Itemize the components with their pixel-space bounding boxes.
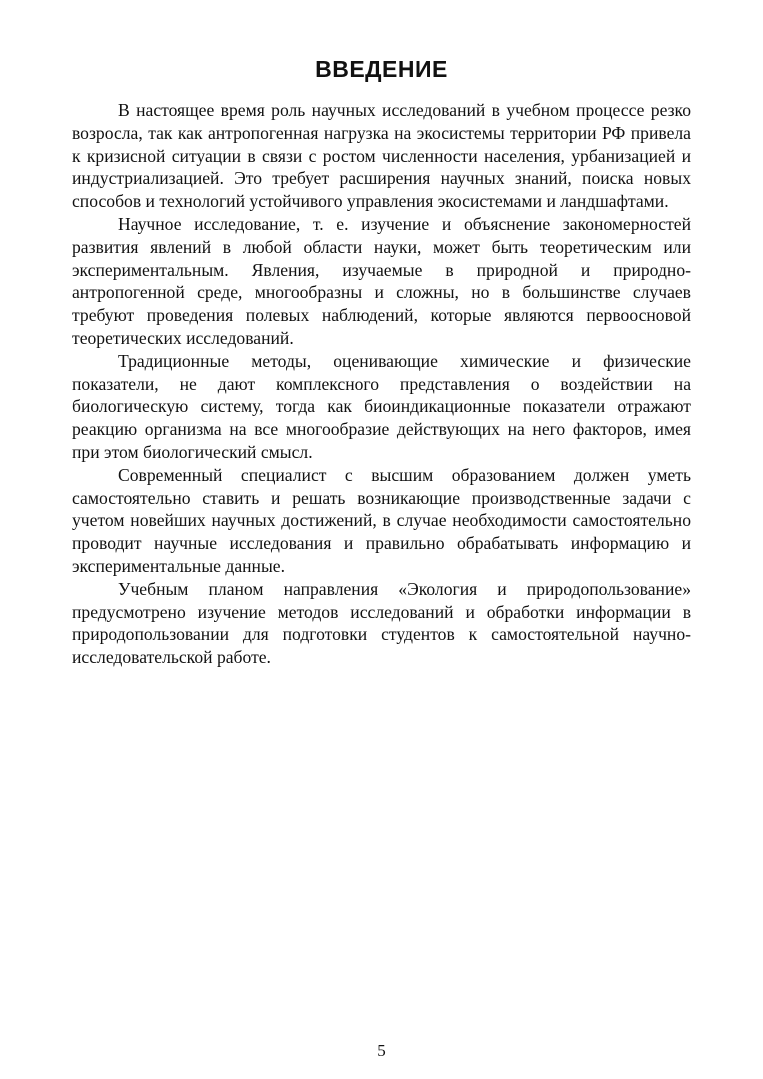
paragraph: Научное исследование, т. е. изучение и объяснение закономерностей развития явлений в любой области науки, может быть теоретическим или экспериментальным. Явления, изучаемые в природной и природно-антропогенной среде, многообразны и сложны, но в большинстве случаев требуют проведения полевых наблюдений, которые являются первоосновой теоретических исследований.	[72, 213, 691, 348]
paragraph: Учебным планом направления «Экология и природопользование» предусмотрено изучение методов исследований и обработки информации в природопользовании для подготовки студентов к самостоятельной научно-исследовательской работе.	[72, 578, 691, 668]
paragraph: Современный специалист с высшим образованием должен уметь самостоятельно ставить и решать возникающие производственные задачи с учетом новейших научных достижений, в случае необходимости самостоятельно проводит научные исследования и правильно обрабатывать информацию и экспериментальные данные.	[72, 464, 691, 576]
paragraph: В настоящее время роль научных исследований в учебном процессе резко возросла, так как антропогенная нагрузка на экосистемы территории РФ привела к кризисной ситуации в связи с ростом численности населения, урбанизацией и индустриализацией. Это требует расширения научных знаний, поиска новых способов и технологий устойчивого управления экосистемами и ландшафтами.	[72, 100, 691, 212]
body-text	[72, 99, 691, 669]
page-number: 5	[377, 1041, 386, 1060]
page-title: ВВЕДЕНИЕ	[315, 56, 448, 82]
paragraph: Традиционные методы, оценивающие химические и физические показатели, не дают комплексного представления о воздействии на биологическую систему, тогда как биоиндикационные показатели отражают реакцию организма на все многообразие действующих на него факторов, имея при этом биологический смысл.	[72, 350, 691, 462]
